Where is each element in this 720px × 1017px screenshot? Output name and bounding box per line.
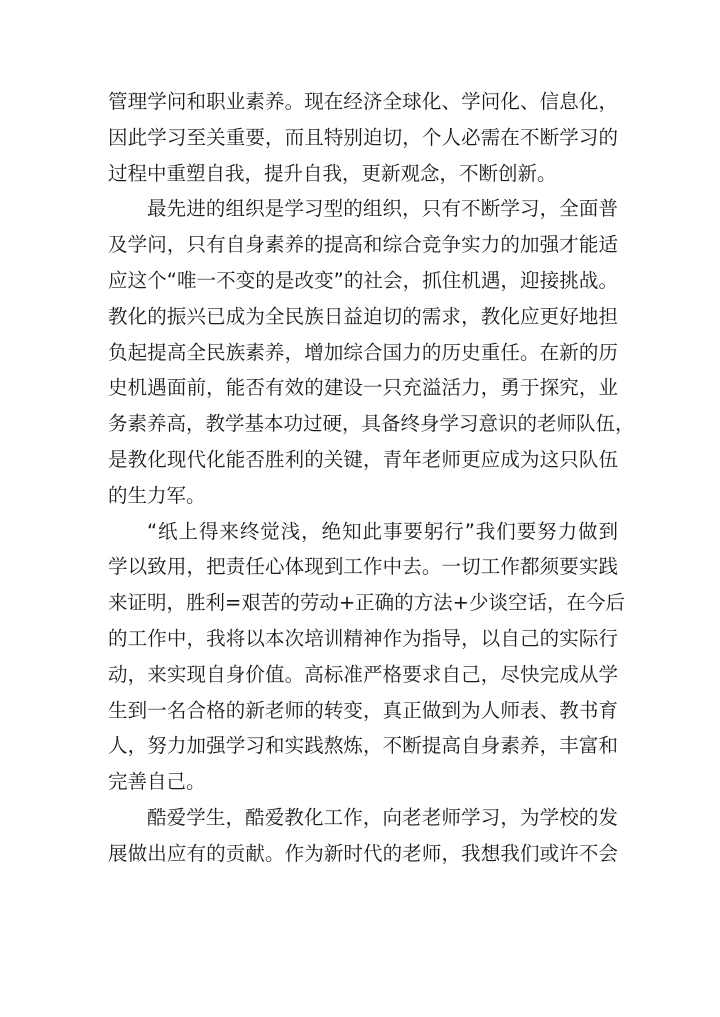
paragraph-4-line-2: 展做出应有的贡献。作为新时代的老师，我想我们或许不会 xyxy=(108,841,618,865)
paragraph-2-line-7: 务素养高，教学基本功过硬，具备终身学习意识的老师队伍， xyxy=(108,412,635,436)
paragraph-2-line-1: 最先进的组织是学习型的组织，只有不断学习，全面普 xyxy=(147,197,618,221)
paragraph-2-line-3: 应这个“唯一不变的是改变”的社会，抓住机遇，迎接挑战。 xyxy=(108,268,618,292)
paragraph-3-line-4: 的工作中，我将以本次培训精神作为指导，以自己的实际行 xyxy=(108,626,618,650)
body-text xyxy=(108,84,635,872)
paragraph-1-line-2: 因此学习至关重要，而且特别迫切，个人必需在不断学习的 xyxy=(108,125,618,149)
paragraph-1-line-1: 管理学问和职业素养。现在经济全球化、学问化、信息化， xyxy=(108,90,618,113)
paragraph-2-line-8: 是教化现代化能否胜利的关键，青年老师更应成为这只队伍 xyxy=(108,447,618,471)
paragraph-3-line-6: 生到一名合格的新老师的转变，真正做到为人师表、教书育 xyxy=(108,698,618,722)
paragraph-2-line-9: 的生力军。 xyxy=(108,483,206,507)
paragraph-3-line-7: 人，努力加强学习和实践熬炼，不断提高自身素养，丰富和 xyxy=(108,734,618,758)
paragraph-2-line-4: 教化的振兴已成为全民族日益迫切的需求，教化应更好地担 xyxy=(108,304,618,328)
paragraph-3-line-3: 来证明，胜利=艰苦的劳动+正确的方法+少谈空话，在今后 xyxy=(108,591,626,615)
paragraph-1-line-3: 过程中重塑自我，提升自我，更新观念，不断创新。 xyxy=(108,161,557,185)
paragraph-3-line-5: 动，来实现自身价值。高标准严格要求自己，尽快完成从学 xyxy=(108,662,618,686)
paragraph-3-line-8: 完善自己。 xyxy=(108,770,206,794)
paragraph-2-line-2: 及学问，只有自身素养的提高和综合竞争实力的加强才能适 xyxy=(108,233,618,257)
paragraph-4-line-1: 酷爱学生，酷爱教化工作，向老老师学习，为学校的发 xyxy=(147,805,618,829)
paragraph-3-line-2: 学以致用，把责任心体现到工作中去。一切工作都须要实践 xyxy=(108,555,618,579)
paragraph-2-line-6: 史机遇面前，能否有效的建设一只充溢活力，勇于探究，业 xyxy=(108,376,618,400)
paragraph-2-line-5: 负起提高全民族素养，增加综合国力的历史重任。在新的历 xyxy=(108,340,618,364)
paragraph-3-line-1: “纸上得来终觉浅，绝知此事要躬行”我们要努力做到 xyxy=(147,519,618,543)
